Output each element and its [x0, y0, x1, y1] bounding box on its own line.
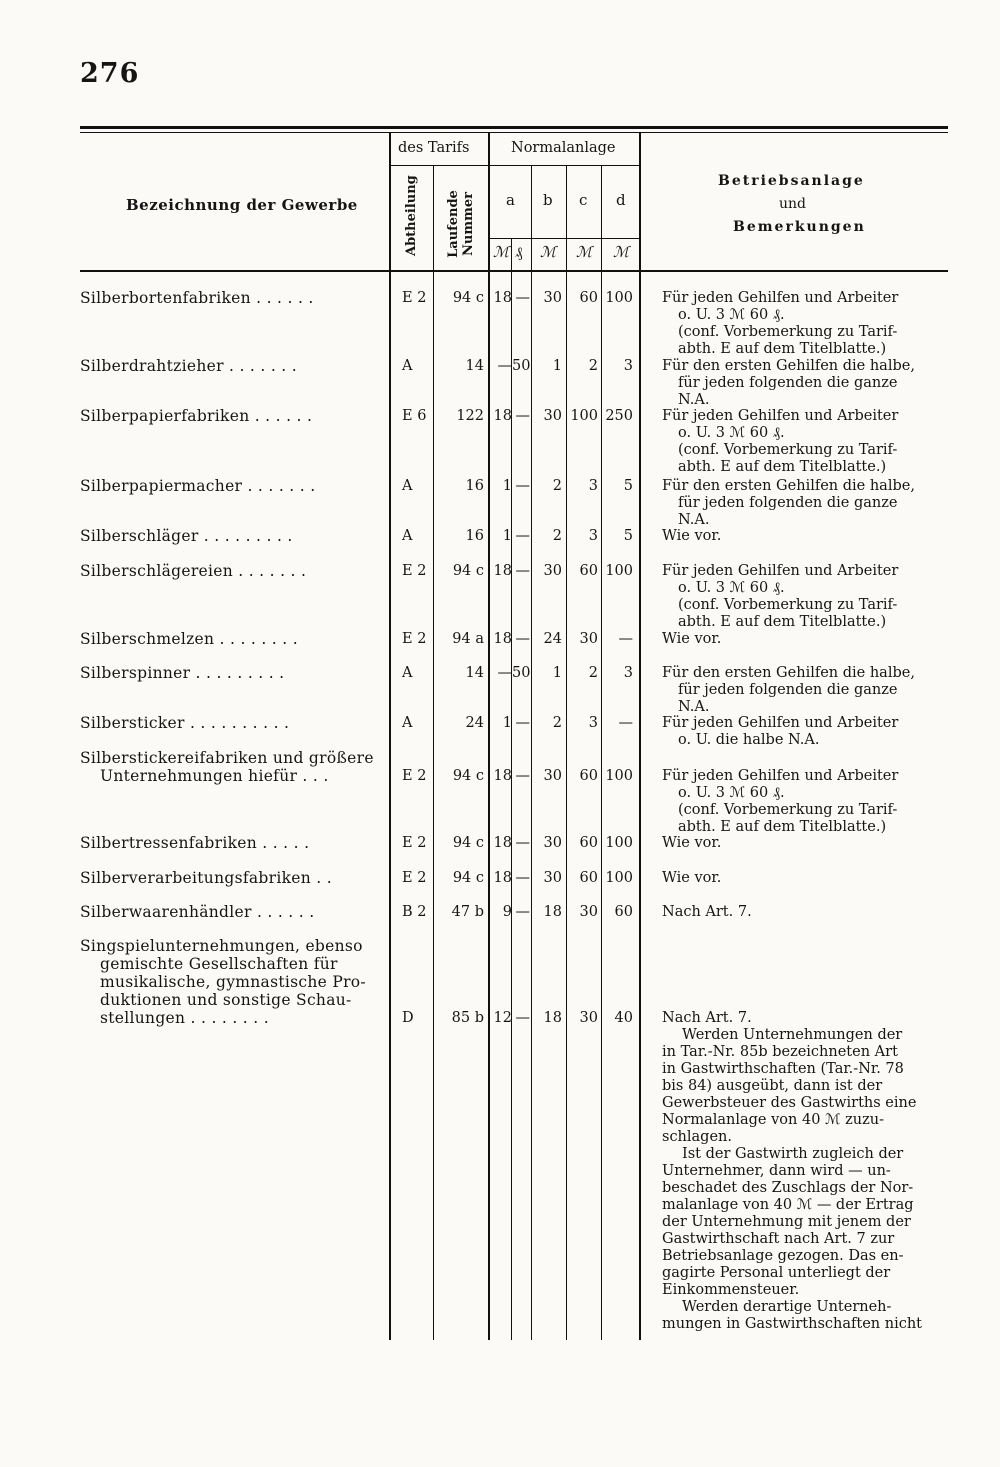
normalanlage-d-cell: —	[618, 631, 633, 647]
normalanlage-b-cell: 18	[543, 904, 562, 920]
normalanlage-a-pf-cell: —	[515, 290, 530, 306]
remarks-line: Wie vor.	[662, 631, 722, 647]
remarks-line: Einkommensteuer.	[662, 1282, 800, 1298]
remarks-line: (conf. Vorbemerkung zu Tarif-	[678, 802, 898, 818]
normalanlage-c-cell: 30	[579, 631, 598, 647]
remarks-line: Betriebsanlage gezogen. Das en-	[662, 1248, 904, 1264]
header-remarks-2: und	[779, 196, 806, 212]
remarks-line: der Unternehmung mit jenem der	[662, 1214, 911, 1230]
remarks-line: (conf. Vorbemerkung zu Tarif-	[678, 597, 898, 613]
laufende-nummer-cell: 94 c	[452, 768, 484, 784]
normalanlage-a-pf-cell: —	[515, 478, 530, 494]
remarks-line: N.A.	[678, 512, 710, 528]
col-line-a	[531, 165, 532, 1340]
normalanlage-b-cell: 2	[552, 478, 562, 494]
normalanlage-d-cell: 40	[614, 1010, 633, 1026]
remarks-line: für jeden folgenden die ganze	[678, 375, 898, 391]
normalanlage-d-cell: 250	[605, 408, 633, 424]
normalanlage-a-mark-cell: 1	[502, 528, 512, 544]
remarks-line: abth. E auf dem Titelblatte.)	[678, 459, 887, 475]
trade-name-line: Silberverarbeitungsfabriken . .	[80, 869, 332, 887]
trade-name-line: Silberschlägereien . . . . . . .	[80, 562, 307, 580]
laufende-nummer-cell: 16	[465, 478, 484, 494]
remarks-line: Gewerbsteuer des Gastwirths eine	[662, 1095, 917, 1111]
laufende-nummer-cell: 94 c	[452, 563, 484, 579]
normalanlage-a-pf-cell: 50	[512, 358, 531, 374]
trade-name-line: Silberschmelzen . . . . . . . .	[80, 630, 298, 648]
top-rule-thick	[80, 126, 948, 129]
normalanlage-a-mark-cell: 1	[502, 715, 512, 731]
header-laufende-nummer: Laufende Nummer	[446, 190, 476, 258]
normalanlage-c-cell: 2	[588, 358, 598, 374]
tarif-abtheilung-cell: D	[402, 1010, 414, 1026]
remarks-cell	[662, 358, 952, 409]
tarif-abtheilung-cell: E 2	[402, 768, 427, 784]
remarks-cell	[662, 408, 952, 476]
normalanlage-a-pf-cell: —	[515, 563, 530, 579]
trade-name-line: gemischte Gesellschaften für	[100, 955, 338, 973]
laufende-nummer-cell: 94 c	[452, 870, 484, 886]
remarks-line: in Gastwirthschaften (Tar.-Nr. 78	[662, 1061, 904, 1077]
remarks-cell	[662, 715, 952, 749]
normalanlage-a-mark-cell: 12	[493, 1010, 512, 1026]
remarks-line: mungen in Gastwirthschaften nicht	[662, 1316, 922, 1332]
remarks-line: Wie vor.	[662, 835, 722, 851]
remarks-line: N.A.	[678, 392, 710, 408]
normalanlage-b-cell: 30	[543, 408, 562, 424]
header-sub-b: b	[543, 191, 553, 209]
normalanlage-b-cell: 1	[552, 665, 562, 681]
trade-name-line: Silberstickereifabriken und größere	[80, 749, 374, 767]
trade-name	[80, 664, 380, 682]
normalanlage-b-cell: 1	[552, 358, 562, 374]
trade-name-line: Silbersticker . . . . . . . . . .	[80, 714, 290, 732]
normalanlage-c-cell: 3	[588, 528, 598, 544]
remarks-cell	[662, 290, 952, 358]
normalanlage-c-cell: 30	[579, 1010, 598, 1026]
laufende-nummer-cell: 94 c	[452, 290, 484, 306]
trade-name-line: Silbertressenfabriken . . . . .	[80, 834, 310, 852]
normalanlage-d-cell: 100	[605, 768, 633, 784]
remarks-line: o. U. die halbe N.A.	[678, 732, 820, 748]
normalanlage-c-cell: 60	[579, 768, 598, 784]
normalanlage-b-cell: 18	[543, 1010, 562, 1026]
remarks-line: abth. E auf dem Titelblatte.)	[678, 341, 887, 357]
normalanlage-d-cell: 3	[623, 665, 633, 681]
laufende-nummer-cell: 94 c	[452, 835, 484, 851]
tarif-abtheilung-cell: B 2	[402, 904, 427, 920]
trade-name-line: musikalische, gymnastische Pro-	[100, 973, 366, 991]
laufende-nummer-cell: 24	[465, 715, 484, 731]
normalanlage-a-pf-cell: —	[515, 715, 530, 731]
remarks-line: o. U. 3 ℳ 60 ₰.	[678, 580, 785, 596]
normalanlage-a-pf-cell: —	[515, 904, 530, 920]
normalanlage-b-cell: 30	[543, 870, 562, 886]
remarks-line: abth. E auf dem Titelblatte.)	[678, 614, 887, 630]
remarks-line: Nach Art. 7.	[662, 1010, 752, 1026]
remarks-cell	[662, 904, 952, 921]
tarif-abtheilung-cell: E 6	[402, 408, 427, 424]
normalanlage-d-cell: 100	[605, 835, 633, 851]
trade-name	[80, 630, 380, 648]
tarif-abtheilung-cell: E 2	[402, 870, 427, 886]
laufende-nummer-cell: 14	[465, 358, 484, 374]
header-sub-c: c	[579, 191, 588, 209]
remarks-cell	[662, 870, 952, 887]
normalanlage-a-pf-cell: —	[515, 631, 530, 647]
normalanlage-a-mark-cell: 18	[493, 870, 512, 886]
normalanlage-a-mark-cell: 1	[502, 478, 512, 494]
remarks-cell	[662, 665, 952, 716]
trade-name	[80, 357, 380, 375]
remarks-line: Für jeden Gehilfen und Arbeiter	[662, 768, 899, 784]
normalanlage-c-cell: 60	[579, 563, 598, 579]
normalanlage-c-cell: 3	[588, 715, 598, 731]
normalanlage-a-mark-cell: 18	[493, 631, 512, 647]
trade-name	[80, 869, 380, 887]
tarif-abtheilung-cell: A	[402, 528, 413, 544]
header-abtheilung: Abtheilung	[404, 175, 419, 256]
remarks-cell	[662, 528, 952, 545]
laufende-nummer-cell: 122	[456, 408, 484, 424]
remarks-line: Werden Unternehmungen der	[682, 1027, 903, 1043]
normalanlage-c-cell: 60	[579, 870, 598, 886]
remarks-line: Wie vor.	[662, 870, 722, 886]
normalanlage-d-cell: —	[618, 715, 633, 731]
page-number: 276	[80, 58, 140, 89]
tarif-abtheilung-cell: E 2	[402, 290, 427, 306]
trade-name	[80, 407, 380, 425]
remarks-line: Für den ersten Gehilfen die halbe,	[662, 358, 915, 374]
normalanlage-a-mark-cell: 18	[493, 563, 512, 579]
header-col-name: Bezeichnung der Gewerbe	[126, 196, 358, 214]
normalanlage-c-cell: 2	[588, 665, 598, 681]
normalanlage-a-pf-cell: —	[515, 870, 530, 886]
remarks-line: Für den ersten Gehilfen die halbe,	[662, 478, 915, 494]
header-normalanlage: Normalanlage	[511, 140, 616, 156]
remarks-line: Werden derartige Unterneh-	[682, 1299, 892, 1315]
col-line-c	[601, 165, 602, 1340]
normalanlage-b-cell: 2	[552, 715, 562, 731]
laufende-nummer-cell: 85 b	[451, 1010, 484, 1026]
remarks-line: schlagen.	[662, 1129, 732, 1145]
trade-name-line: Singspielunternehmungen, ebenso	[80, 937, 363, 955]
trade-name	[80, 562, 380, 580]
remarks-line: Gastwirthschaft nach Art. 7 zur	[662, 1231, 895, 1247]
header-subrule-tarifs	[389, 165, 641, 166]
col-line-d	[639, 133, 641, 1340]
tarif-abtheilung-cell: E 2	[402, 563, 427, 579]
normalanlage-b-cell: 30	[543, 290, 562, 306]
tarif-abtheilung-cell: A	[402, 358, 413, 374]
normalanlage-a-pf-cell: 50	[512, 665, 531, 681]
laufende-nummer-cell: 14	[465, 665, 484, 681]
remarks-line: beschadet des Zuschlags der Nor-	[662, 1180, 914, 1196]
laufende-nummer-cell: 47 b	[451, 904, 484, 920]
remarks-line: bis 84) ausgeübt, dann ist der	[662, 1078, 883, 1094]
remarks-line: Nach Art. 7.	[662, 904, 752, 920]
normalanlage-c-cell: 60	[579, 835, 598, 851]
trade-name-line: Silberdrahtzieher . . . . . . .	[80, 357, 297, 375]
header-remarks-3: Bemerkungen	[733, 219, 866, 235]
remarks-line: für jeden folgenden die ganze	[678, 495, 898, 511]
header-subrule-units	[489, 238, 640, 239]
remarks-line: für jeden folgenden die ganze	[678, 682, 898, 698]
remarks-cell	[662, 478, 952, 529]
remarks-line: Für jeden Gehilfen und Arbeiter	[662, 563, 899, 579]
trade-name-line: Silberpapierfabriken . . . . . .	[80, 407, 313, 425]
normalanlage-d-cell: 5	[623, 478, 633, 494]
col-line-a-inner	[511, 238, 512, 1340]
col-line-abt	[433, 165, 434, 1340]
remarks-cell	[662, 1010, 952, 1333]
remarks-line: Normalanlage von 40 ℳ zuzu-	[662, 1112, 885, 1128]
normalanlage-a-mark-cell: —	[497, 665, 512, 681]
col-line-tarifs	[488, 133, 490, 1340]
remarks-line: Für jeden Gehilfen und Arbeiter	[662, 715, 899, 731]
top-rule-thin	[80, 132, 948, 133]
trade-name-line: duktionen und sonstige Schau-	[100, 991, 352, 1009]
remarks-line: o. U. 3 ℳ 60 ₰.	[678, 425, 785, 441]
remarks-cell	[662, 768, 952, 836]
normalanlage-a-pf-cell: —	[515, 408, 530, 424]
trade-name	[80, 903, 380, 921]
remarks-line: abth. E auf dem Titelblatte.)	[678, 819, 887, 835]
remarks-line: (conf. Vorbemerkung zu Tarif-	[678, 324, 898, 340]
remarks-line: N.A.	[678, 699, 710, 715]
normalanlage-b-cell: 30	[543, 768, 562, 784]
normalanlage-b-cell: 30	[543, 835, 562, 851]
normalanlage-a-pf-cell: —	[515, 1010, 530, 1026]
header-unit-d-mark: ℳ	[613, 243, 630, 261]
normalanlage-a-mark-cell: 18	[493, 768, 512, 784]
trade-name	[80, 289, 380, 307]
normalanlage-a-pf-cell: —	[515, 768, 530, 784]
normalanlage-d-cell: 100	[605, 563, 633, 579]
normalanlage-c-cell: 60	[579, 290, 598, 306]
col-line-b	[566, 165, 567, 1340]
laufende-nummer-cell: 16	[465, 528, 484, 544]
normalanlage-a-mark-cell: —	[497, 358, 512, 374]
tarif-abtheilung-cell: E 2	[402, 631, 427, 647]
normalanlage-c-cell: 3	[588, 478, 598, 494]
remarks-line: Unternehmer, dann wird — un-	[662, 1163, 891, 1179]
trade-name-line: Silberpapiermacher . . . . . . .	[80, 477, 316, 495]
tarif-abtheilung-cell: A	[402, 665, 413, 681]
remarks-line: Für jeden Gehilfen und Arbeiter	[662, 408, 899, 424]
trade-name	[80, 714, 380, 732]
remarks-line: Wie vor.	[662, 528, 722, 544]
header-remarks-1: Betriebsanlage	[718, 173, 865, 189]
remarks-line: malanlage von 40 ℳ — der Ertrag	[662, 1197, 914, 1213]
remarks-line: o. U. 3 ℳ 60 ₰.	[678, 785, 785, 801]
trade-name-line: Silberschläger . . . . . . . . .	[80, 527, 293, 545]
normalanlage-a-pf-cell: —	[515, 835, 530, 851]
normalanlage-d-cell: 100	[605, 870, 633, 886]
normalanlage-c-cell: 100	[570, 408, 598, 424]
header-unit-c-mark: ℳ	[576, 243, 593, 261]
trade-name	[80, 527, 380, 545]
header-unit-a-pf: ₰	[515, 243, 523, 261]
remarks-cell	[662, 563, 952, 631]
normalanlage-a-pf-cell: —	[515, 528, 530, 544]
header-sub-d: d	[616, 191, 626, 209]
header-bottom-rule	[80, 270, 948, 272]
trade-name	[80, 834, 380, 852]
header-unit-b-mark: ℳ	[540, 243, 557, 261]
remarks-line: gagirte Personal unterliegt der	[662, 1265, 891, 1281]
trade-name	[80, 477, 380, 495]
remarks-line: in Tar.-Nr. 85b bezeichneten Art	[662, 1044, 898, 1060]
trade-name-line: stellungen . . . . . . . .	[100, 1009, 269, 1027]
normalanlage-b-cell: 24	[543, 631, 562, 647]
trade-name-line: Silberwaarenhändler . . . . . .	[80, 903, 315, 921]
remarks-cell	[662, 631, 952, 648]
remarks-line: Ist der Gastwirth zugleich der	[682, 1146, 904, 1162]
header-unit-a-mark: ℳ	[493, 243, 510, 261]
normalanlage-d-cell: 5	[623, 528, 633, 544]
tarif-abtheilung-cell: A	[402, 478, 413, 494]
tarif-abtheilung-cell: A	[402, 715, 413, 731]
normalanlage-d-cell: 3	[623, 358, 633, 374]
col-line-name	[389, 133, 391, 1340]
laufende-nummer-cell: 94 a	[452, 631, 484, 647]
trade-name	[80, 937, 380, 1027]
trade-name	[80, 749, 380, 785]
normalanlage-a-mark-cell: 18	[493, 290, 512, 306]
remarks-line: (conf. Vorbemerkung zu Tarif-	[678, 442, 898, 458]
tarif-abtheilung-cell: E 2	[402, 835, 427, 851]
normalanlage-b-cell: 30	[543, 563, 562, 579]
normalanlage-b-cell: 2	[552, 528, 562, 544]
normalanlage-d-cell: 60	[614, 904, 633, 920]
normalanlage-d-cell: 100	[605, 290, 633, 306]
remarks-line: o. U. 3 ℳ 60 ₰.	[678, 307, 785, 323]
trade-name-line: Silberspinner . . . . . . . . .	[80, 664, 285, 682]
remarks-cell	[662, 835, 952, 852]
remarks-line: Für den ersten Gehilfen die halbe,	[662, 665, 915, 681]
normalanlage-a-mark-cell: 18	[493, 835, 512, 851]
normalanlage-a-mark-cell: 18	[493, 408, 512, 424]
normalanlage-a-mark-cell: 9	[502, 904, 512, 920]
header-des-tarifs: des Tarifs	[398, 140, 470, 156]
trade-name-line: Unternehmungen hiefür . . .	[100, 767, 329, 785]
trade-name-line: Silberbortenfabriken . . . . . .	[80, 289, 314, 307]
normalanlage-c-cell: 30	[579, 904, 598, 920]
remarks-line: Für jeden Gehilfen und Arbeiter	[662, 290, 899, 306]
header-sub-a: a	[506, 191, 515, 209]
